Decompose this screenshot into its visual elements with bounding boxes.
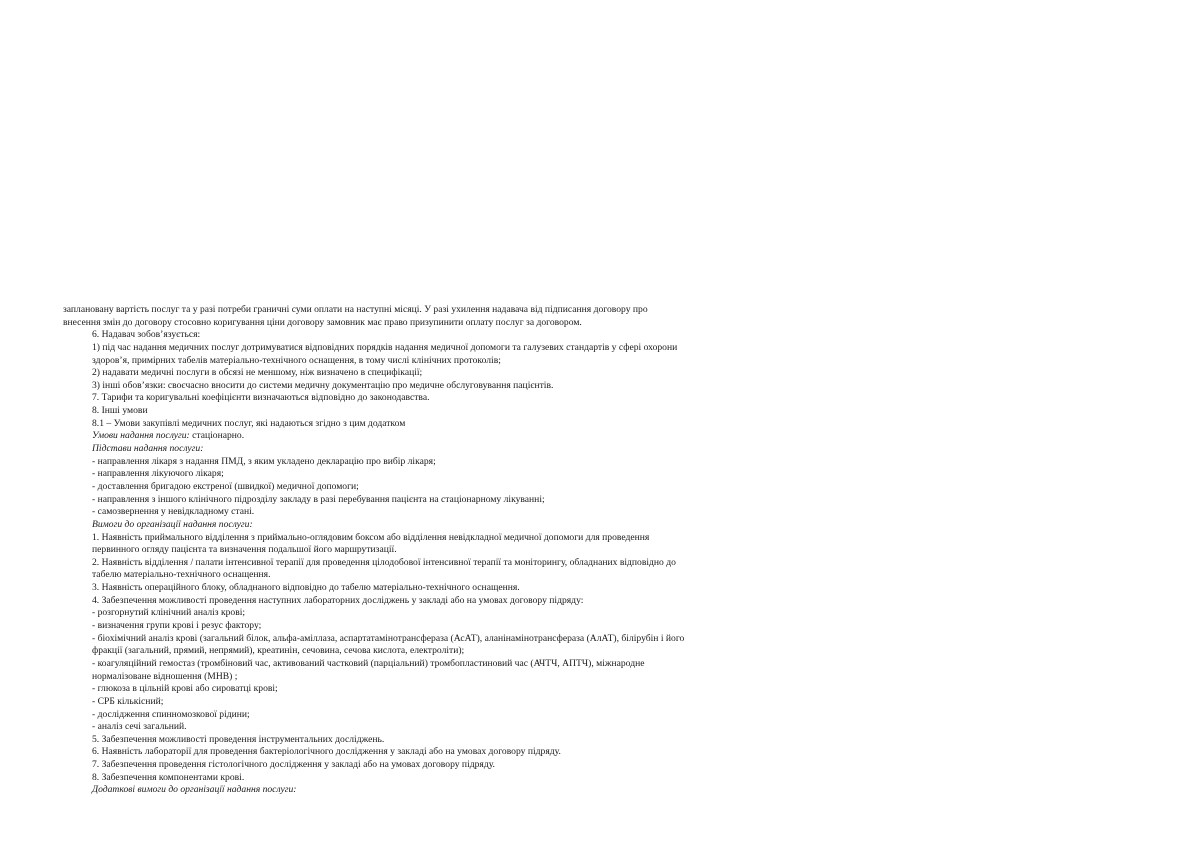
document-line (63, 772, 783, 785)
document-line (63, 721, 783, 734)
document-line (63, 746, 783, 759)
line-text: 8. Інші умови (92, 405, 148, 417)
line-text: - глюкоза в цільній крові або сироватці крові; (92, 683, 278, 695)
document-line (63, 532, 783, 545)
document-line (63, 355, 783, 368)
document-line (63, 696, 783, 709)
document-line (63, 418, 783, 431)
line-text: внесення змін до договору стосовно коригування ціни договору замовник має право призупинити оплату послуг за договором. (63, 316, 582, 328)
document-line (63, 595, 783, 608)
document-line (63, 607, 783, 620)
document-line (63, 430, 783, 443)
document-line (63, 342, 783, 355)
line-text: - СРБ кількісний; (92, 695, 164, 707)
line-text: - направлення з іншого клінічного підрозділу закладу в разі перебування пацієнта на стаціонарному лікуванні; (92, 493, 545, 505)
document-line (63, 734, 783, 747)
document-line (63, 569, 783, 582)
line-text: - направлення лікаря з надання ПМД, з яким укладено декларацію про вибір лікаря; (92, 455, 436, 467)
section-heading: Умови надання послуги: (92, 430, 190, 442)
document-line (63, 392, 783, 405)
document-line (63, 468, 783, 481)
document-line (63, 329, 783, 342)
document-line (63, 494, 783, 507)
document-line (63, 633, 783, 646)
document-line (63, 367, 783, 380)
line-text: 1. Наявність приймального відділення з приймально-оглядовим боксом або відділення невідкладної медичної допомоги для проведення (92, 531, 650, 543)
document-line (63, 620, 783, 633)
line-text: - дослідження спинномозкової рідини; (92, 708, 250, 720)
document-line (63, 683, 783, 696)
document-line (63, 317, 783, 330)
line-text: табелю матеріально-технічного оснащення. (92, 569, 271, 581)
document-line (63, 506, 783, 519)
line-text: 3. Наявність операційного блоку, обладнаного відповідно до табелю матеріально-технічного оснащення. (92, 582, 520, 594)
line-text: - біохімічний аналіз крові (загальний білок, альфа-аміллаза, аспартатамінотрансфераза (АсАТ), аланінамінотрансфераза (АлАТ), білірубін і його (92, 632, 685, 644)
document-line (63, 759, 783, 772)
line-text: 7. Забезпечення проведення гістологічного дослідження у закладі або на умовах договору підряду. (92, 759, 495, 771)
line-text: 5. Забезпечення можливості проведення інструментальних досліджень. (92, 733, 385, 745)
document-line (63, 519, 783, 532)
line-text: 8.1 – Умови закупівлі медичних послуг, які надаються згідно з цим додатком (92, 417, 406, 429)
document-line (63, 304, 783, 317)
document-line (63, 405, 783, 418)
line-text: - розгорнутий клінічний аналіз крові; (92, 607, 246, 619)
line-text: 8. Забезпечення компонентами крові. (92, 771, 245, 783)
section-heading: Підстави надання послуги: (92, 443, 204, 455)
line-text: 2) надавати медичні послуги в обсязі не меншому, ніж визначено в специфікації; (92, 367, 423, 379)
line-text: 7. Тарифи та коригувальні коефіцієнти визначаються відповідно до законодавства. (92, 392, 430, 404)
section-heading: Вимоги до організації надання послуги: (92, 518, 253, 530)
document-line (63, 709, 783, 722)
line-text-value: стаціонарно. (189, 430, 245, 442)
document-line (63, 658, 783, 671)
document-line (63, 671, 783, 684)
document-line (63, 456, 783, 469)
document-line (63, 784, 783, 797)
line-text: нормалізоване відношення (МНВ) ; (92, 670, 238, 682)
document-body-text (63, 304, 783, 797)
line-text: здоров’я, примірних табелів матеріально-технічного оснащення, в тому числі клінічних протоколів; (92, 354, 501, 366)
line-text: фракції (загальний, прямий, непрямий), креатинін, сечовина, сечова кислота, електроліти); (92, 645, 465, 657)
document-line (63, 645, 783, 658)
line-text: 6. Надавач зобов’язується: (92, 329, 201, 341)
line-text: - визначення групи крові і резус фактору; (92, 620, 262, 632)
document-line (63, 443, 783, 456)
line-text: заплановану вартість послуг та у разі потреби граничні суми оплати на наступні місяці. У разі ухилення надавача від підписання договору про (63, 304, 648, 315)
line-text: 1) під час надання медичних послуг дотримуватися відповідних порядків надання медичної допомоги та галузевих стандартів у сфері охорони (92, 341, 678, 353)
line-text: - доставлення бригадою екстреної (швидкої) медичної допомоги; (92, 480, 359, 492)
document-line (63, 582, 783, 595)
document-line (63, 380, 783, 393)
document-line (63, 557, 783, 570)
line-text: - коагуляційний гемостаз (тромбіновий час, активований частковий (парціальний) тромбопластиновий час (АЧТЧ, АПТЧ), міжнародне (92, 657, 645, 669)
document-line (63, 544, 783, 557)
line-text: 3) інші обов’язки: своєчасно вносити до системи медичну документацію про медичне обслуговування пацієнтів. (92, 379, 554, 391)
line-text: 4. Забезпечення можливості проведення наступних лабораторних досліджень у закладі або на умовах договору підряду: (92, 594, 584, 606)
line-text: 2. Наявність відділення / палати інтенсивної терапії для проведення цілодобової інтенсивної терапії та моніторингу, обладнаних відповідно до (92, 556, 676, 568)
line-text: 6. Наявність лабораторії для проведення бактеріологічного дослідження у закладі або на умовах договору підряду. (92, 746, 561, 758)
document-line (63, 481, 783, 494)
section-heading: Додаткові вимоги до організації надання послуги: (92, 784, 297, 796)
line-text: первинного огляду пацієнта та визначення подальшої його маршрутизації. (92, 544, 397, 556)
line-text: - направлення лікуючого лікаря; (92, 468, 224, 480)
line-text: - самозвернення у невідкладному стані. (92, 506, 255, 518)
line-text: - аналіз сечі загальний. (92, 721, 187, 733)
